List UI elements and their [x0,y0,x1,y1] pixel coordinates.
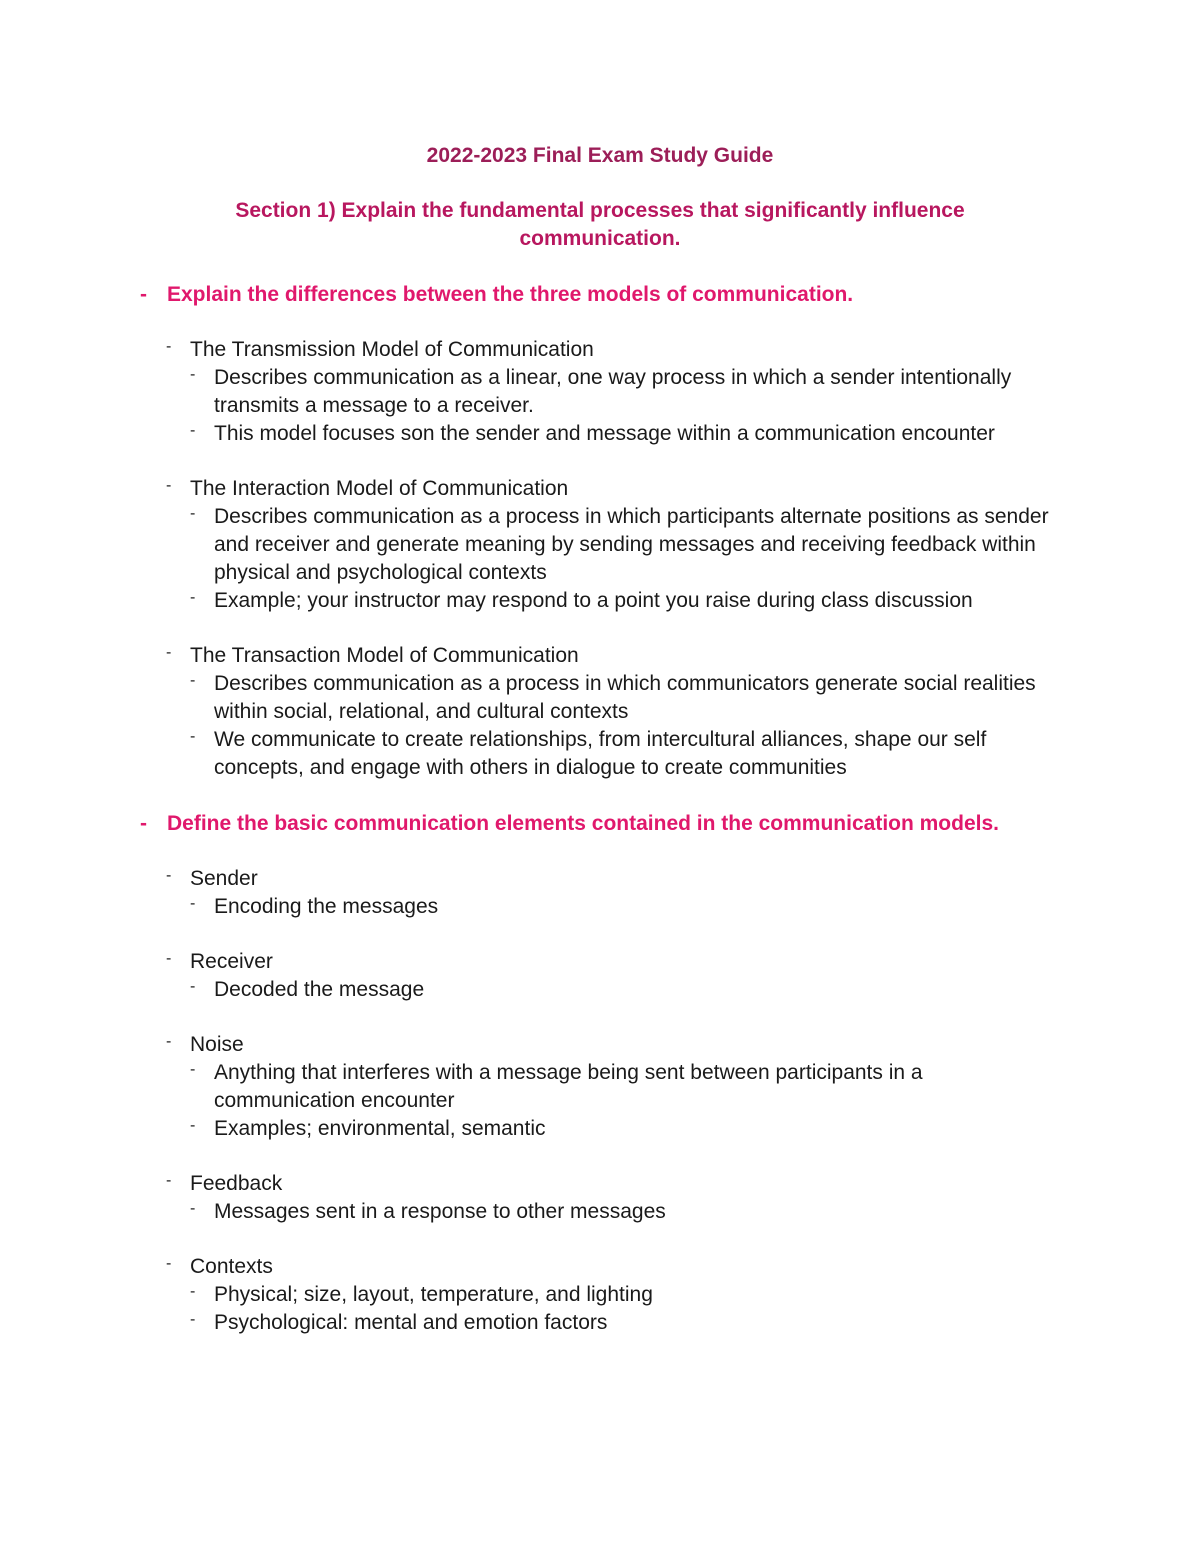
element-detail-text: Physical; size, layout, temperature, and lighting [214,1283,653,1306]
model-label-text: The Transmission Model of Communication [190,338,594,361]
dash-bullet: - [166,1172,172,1189]
element-detail-text: Decoded the message [214,978,425,1001]
dash-bullet: - [166,1255,172,1272]
dash-bullet: - [190,895,196,912]
question-text: Explain the differences between the three models of communication. [167,283,854,306]
model-detail [190,420,1060,448]
element-detail [190,1059,1060,1115]
element-detail [190,893,1060,921]
element-label-text: Noise [190,1033,244,1056]
dash-bullet: - [190,366,196,383]
section-heading [150,197,1050,253]
model-detail-text: This model focuses son the sender and message within a communication encounter [214,422,995,445]
element-detail-text: Psychological: mental and emotion factors [214,1311,608,1334]
model-detail [190,364,1060,420]
dash-bullet: - [190,1117,196,1134]
element-detail-text: Encoding the messages [214,895,439,918]
element-label-text: Sender [190,867,258,890]
dash-bullet: - [140,283,147,306]
dash-bullet: - [166,950,172,967]
element-label [166,1170,1060,1198]
model-detail [190,670,1060,726]
element-label [166,948,1060,976]
model-detail-text: Describes communication as a process in which communicators generate social realities within social, relational, and cultural contexts [214,672,1036,723]
dash-bullet: - [190,1200,196,1217]
element-label-text: Contexts [190,1255,273,1278]
dash-bullet: - [190,978,196,995]
study-guide-content [140,280,1060,1337]
element-label [166,865,1060,893]
element-detail-text: Anything that interferes with a message being sent between participants in a communication encounter [214,1061,923,1112]
element-label [166,1031,1060,1059]
dash-bullet: - [166,338,172,355]
element-detail [190,1281,1060,1309]
dash-bullet: - [140,812,147,835]
dash-bullet: - [190,728,196,745]
model-detail [190,726,1060,782]
model-detail-text: We communicate to create relationships, from intercultural alliances, shape our self concepts, and engage with others in dialogue to create communities [214,728,987,779]
model-label [166,642,1060,670]
section-heading-line-2: communication. [519,227,681,250]
element-label-text: Feedback [190,1172,283,1195]
dash-bullet: - [166,867,172,884]
dash-bullet: - [166,1033,172,1050]
element-detail [190,1115,1060,1143]
element-detail-text: Examples; environmental, semantic [214,1117,546,1140]
dash-bullet: - [166,644,172,661]
element-detail [190,1198,1060,1226]
dash-bullet: - [166,477,172,494]
dash-bullet: - [190,589,196,606]
model-detail-text: Describes communication as a linear, one way process in which a sender intentionally transmits a message to a receiver. [214,366,1012,417]
dash-bullet: - [190,1283,196,1300]
question-item [140,809,1060,838]
document-title: 2022-2023 Final Exam Study Guide [426,144,774,167]
model-label-text: The Transaction Model of Communication [190,644,579,667]
dash-bullet: - [190,672,196,689]
question-item [140,280,1060,309]
dash-bullet: - [190,1311,196,1328]
element-detail [190,1309,1060,1337]
question-text: Define the basic communication elements contained in the communication models. [167,812,999,835]
model-label-text: The Interaction Model of Communication [190,477,569,500]
model-detail-text: Example; your instructor may respond to a point you raise during class discussion [214,589,973,612]
element-detail-text: Messages sent in a response to other messages [214,1200,666,1223]
element-label-text: Receiver [190,950,273,973]
model-label [166,475,1060,503]
model-label [166,336,1060,364]
dash-bullet: - [190,422,196,439]
model-detail-text: Describes communication as a process in which participants alternate positions as sender and receiver and generate meaning by sending messages and receiving feedback within physical and psychological contexts [214,505,1049,584]
element-label [166,1253,1060,1281]
model-detail [190,503,1060,587]
model-detail [190,587,1060,615]
element-detail [190,976,1060,1004]
dash-bullet: - [190,1061,196,1078]
section-heading-line-1: Section 1) Explain the fundamental processes that significantly influence [235,199,965,222]
dash-bullet: - [190,505,196,522]
